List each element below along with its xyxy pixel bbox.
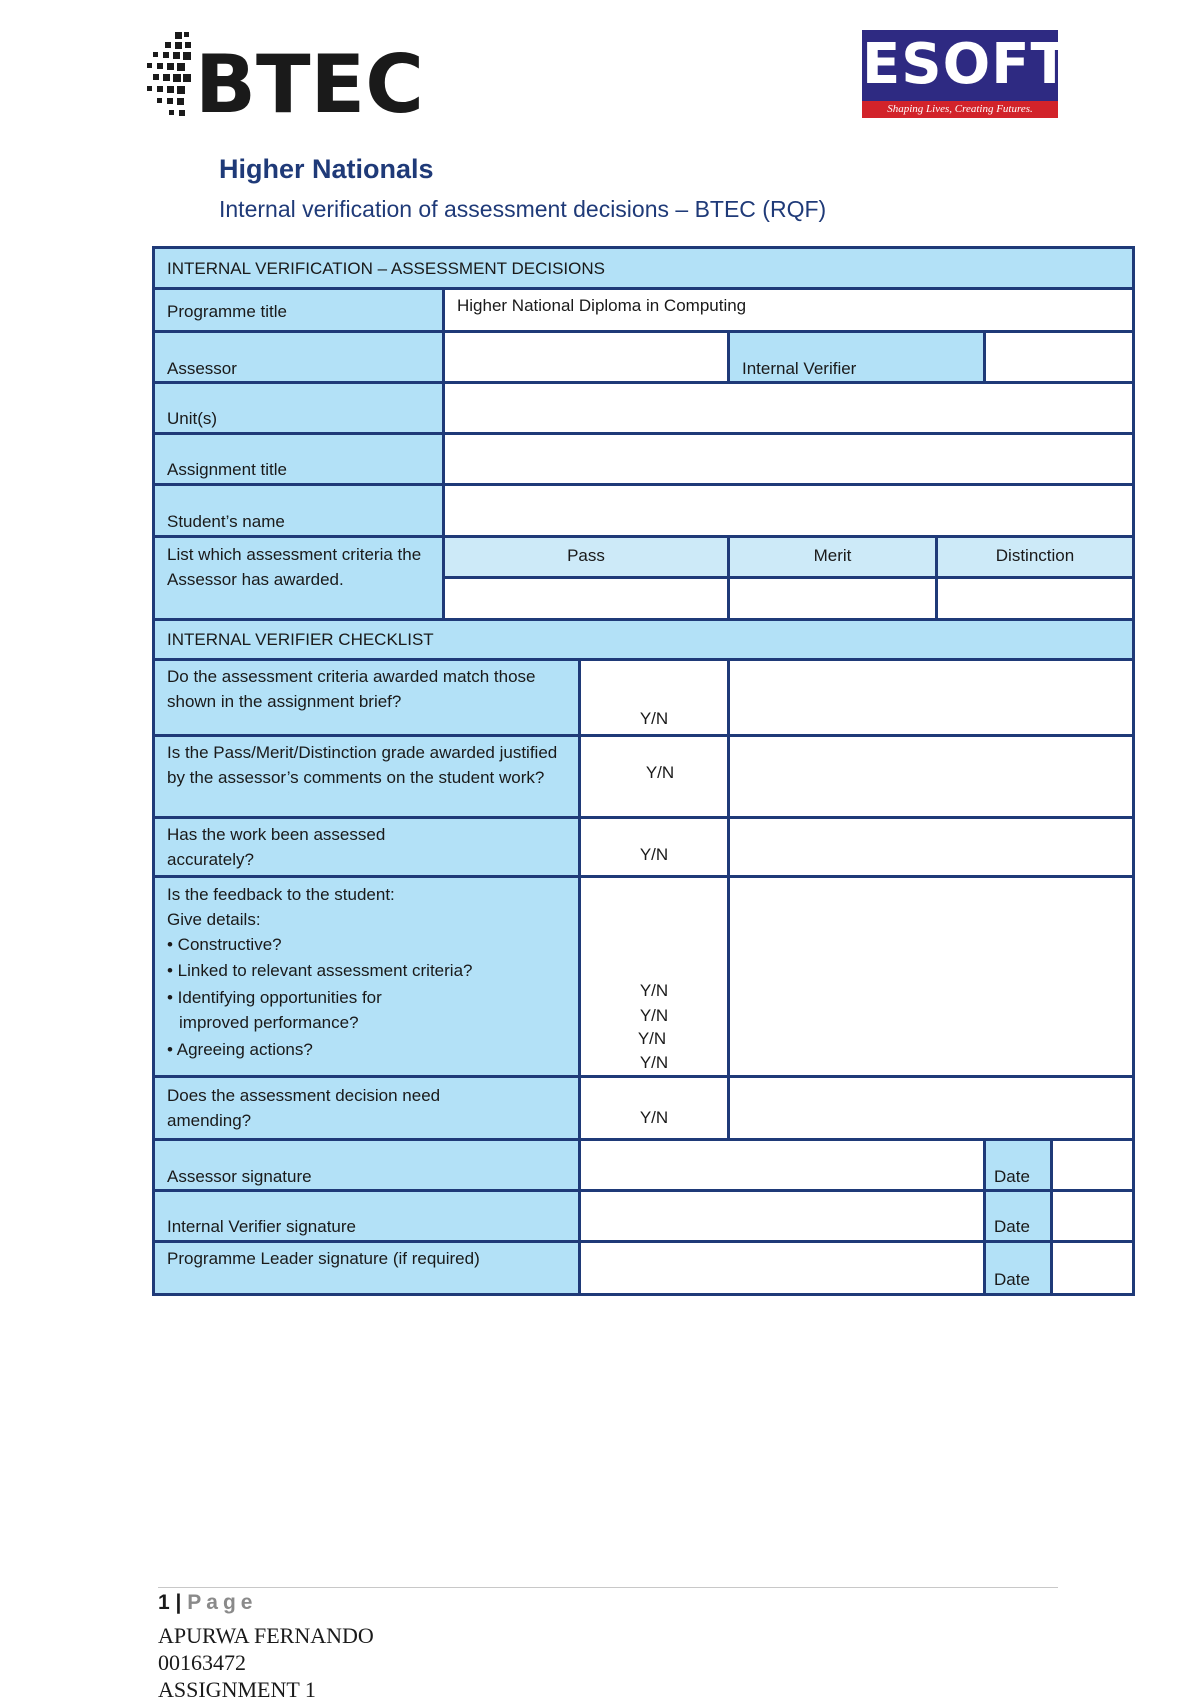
grid-line [155,535,1132,538]
criteria-label: List which assessment criteria the Assessor has awarded. [167,545,422,589]
page-word: Page [187,1591,258,1614]
iv-signature-field[interactable] [581,1192,983,1240]
checklist-q2-comments[interactable] [730,737,1132,816]
iv-date-label: Date [994,1217,1030,1236]
student-name-field[interactable] [445,486,1132,535]
grid-line [442,287,445,621]
checklist-q2-answer[interactable] [581,737,727,816]
pl-signature-field[interactable] [581,1243,983,1293]
programme-title-label-cell [155,290,442,330]
checklist-q1-answer[interactable] [581,661,727,734]
checklist-q3: Has the work been assessed accurately? [167,825,386,869]
units-field[interactable] [445,384,1132,432]
grid-line [1050,1138,1053,1293]
footer-author: APURWA FERNANDO [158,1623,374,1648]
section1-title: INTERNAL VERIFICATION – ASSESSMENT DECISIONS [167,259,605,278]
checklist-q3-answer[interactable] [581,819,727,875]
checklist-q4-give: Give details: [167,910,261,929]
verification-form [152,246,1135,1296]
checklist-q4-answer[interactable] [581,878,727,1075]
grid-line [155,483,1132,486]
assignment-title-field[interactable] [445,435,1132,483]
checklist-q4-item-constructive: • Constructive? [167,935,282,954]
footer-assignment: ASSIGNMENT 1 [158,1677,316,1702]
iv-date-field[interactable] [1053,1192,1132,1240]
footer-divider [158,1587,1058,1588]
grade-header-merit [730,538,935,576]
grade-header-pass [445,538,727,576]
grade-merit-label: Merit [813,546,852,565]
checklist-q4-cell [155,878,578,1075]
grid-line [442,576,1132,579]
internal-verifier-label: Internal Verifier [742,359,857,378]
assessor-date-label-cell [986,1141,1050,1189]
pl-date-label: Date [994,1270,1030,1289]
assessor-date-field[interactable] [1053,1141,1132,1189]
grid-line [727,535,730,621]
esoft-logo-name: ESOFT [862,32,1070,97]
grade-merit-field[interactable] [730,579,935,618]
grid-line [155,658,1132,661]
checklist-q3-comments[interactable] [730,819,1132,875]
grade-distinction-label: Distinction [995,546,1075,565]
section2-title: INTERNAL VERIFIER CHECKLIST [167,630,434,649]
checklist-q4-item-agreeing: • Agreeing actions? [167,1040,313,1059]
grid-line [155,1075,1132,1078]
checklist-q5-answer[interactable] [581,1078,727,1138]
internal-verifier-label-cell [730,333,983,381]
grid-line [155,816,1132,819]
page-number [158,1591,257,1615]
iv-signature-label-cell [155,1192,578,1240]
section1-header [155,249,1132,290]
checklist-q5-cell [155,1078,578,1138]
btec-logo [145,30,424,131]
grid-line [155,734,1132,737]
pl-signature-label: Programme Leader signature (if required) [167,1249,480,1268]
assessor-field[interactable] [445,333,727,381]
checklist-q4-comments[interactable] [730,878,1132,1075]
checklist-q4-item-linked: • Linked to relevant assessment criteria? [167,961,473,980]
checklist-q4-yn-3: Y/N [637,1029,667,1048]
assessor-label-cell [155,333,442,381]
grid-line [155,432,1132,435]
btec-logo-text: BTEC [195,38,424,131]
footer-student-id: 00163472 [158,1650,246,1675]
programme-title-value: Higher National Diploma in Computing [457,296,747,315]
grade-distinction-field[interactable] [938,579,1132,618]
checklist-q3-yn: Y/N [639,845,669,864]
programme-title-field[interactable] [445,290,1132,330]
checklist-q4-yn-1: Y/N [639,981,669,1000]
pl-signature-label-cell [155,1243,578,1293]
student-name-label: Student’s name [167,512,285,531]
grade-header-distinction [938,538,1132,576]
assessor-signature-label: Assessor signature [167,1167,312,1186]
page-number-value: 1 [158,1591,170,1614]
grid-line [983,330,986,384]
checklist-q5: Does the assessment decision need amending? [167,1086,441,1130]
checklist-q4-item-identifying: • Identifying opportunities for [167,988,382,1007]
checklist-q1-cell [155,661,578,734]
units-label-cell [155,384,442,432]
grid-line [727,330,730,384]
checklist-q1-yn: Y/N [639,709,669,728]
grid-line [155,287,1132,290]
grid-line [727,658,730,1141]
checklist-q4-item-improved: improved performance? [179,1013,359,1032]
checklist-q4-yn-2: Y/N [639,1006,669,1025]
pl-date-label-cell [986,1243,1050,1293]
units-label: Unit(s) [167,409,218,428]
checklist-q4-intro: Is the feedback to the student: [167,885,395,904]
page-number-separator: | [175,1591,182,1614]
assessor-date-label: Date [994,1167,1030,1186]
assessor-signature-label-cell [155,1141,578,1189]
internal-verifier-field[interactable] [986,333,1132,381]
grid-line [983,1138,986,1293]
student-name-label-cell [155,486,442,535]
document-subtitle: Internal verification of assessment decisions – BTEC (RQF) [219,196,827,222]
checklist-q3-cell [155,819,578,875]
assessor-signature-field[interactable] [581,1141,983,1189]
checklist-q4-yn-4: Y/N [639,1053,669,1072]
grade-pass-field[interactable] [445,579,727,618]
btec-dots-icon [145,30,424,131]
iv-signature-label: Internal Verifier signature [167,1217,356,1236]
iv-date-label-cell [986,1192,1050,1240]
checklist-q5-comments[interactable] [730,1078,1132,1138]
esoft-logo-tagline: Shaping Lives, Creating Futures. [862,101,1058,118]
grid-line [578,658,581,1293]
checklist-q1-comments[interactable] [730,661,1132,734]
grid-line [155,618,1132,621]
grade-pass-label: Pass [567,546,605,565]
assignment-title-label-cell [155,435,442,483]
programme-title-label: Programme title [167,302,287,321]
checklist-q2: Is the Pass/Merit/Distinction grade awarded justified by the assessor’s comments on the student work? [167,743,558,787]
checklist-q1: Do the assessment criteria awarded match those shown in the assignment brief? [167,667,536,711]
checklist-q2-cell [155,737,578,816]
grid-line [155,875,1132,878]
assessor-label: Assessor [167,359,237,378]
assignment-title-label: Assignment title [167,460,287,479]
checklist-q5-yn: Y/N [639,1108,669,1127]
grid-line [935,535,938,621]
esoft-logo [862,30,1070,118]
pl-date-field[interactable] [1053,1243,1132,1293]
section2-header [155,621,1132,658]
criteria-label-cell [155,538,442,618]
document-title: Higher Nationals [219,154,434,184]
checklist-q2-yn: Y/N [645,763,675,782]
